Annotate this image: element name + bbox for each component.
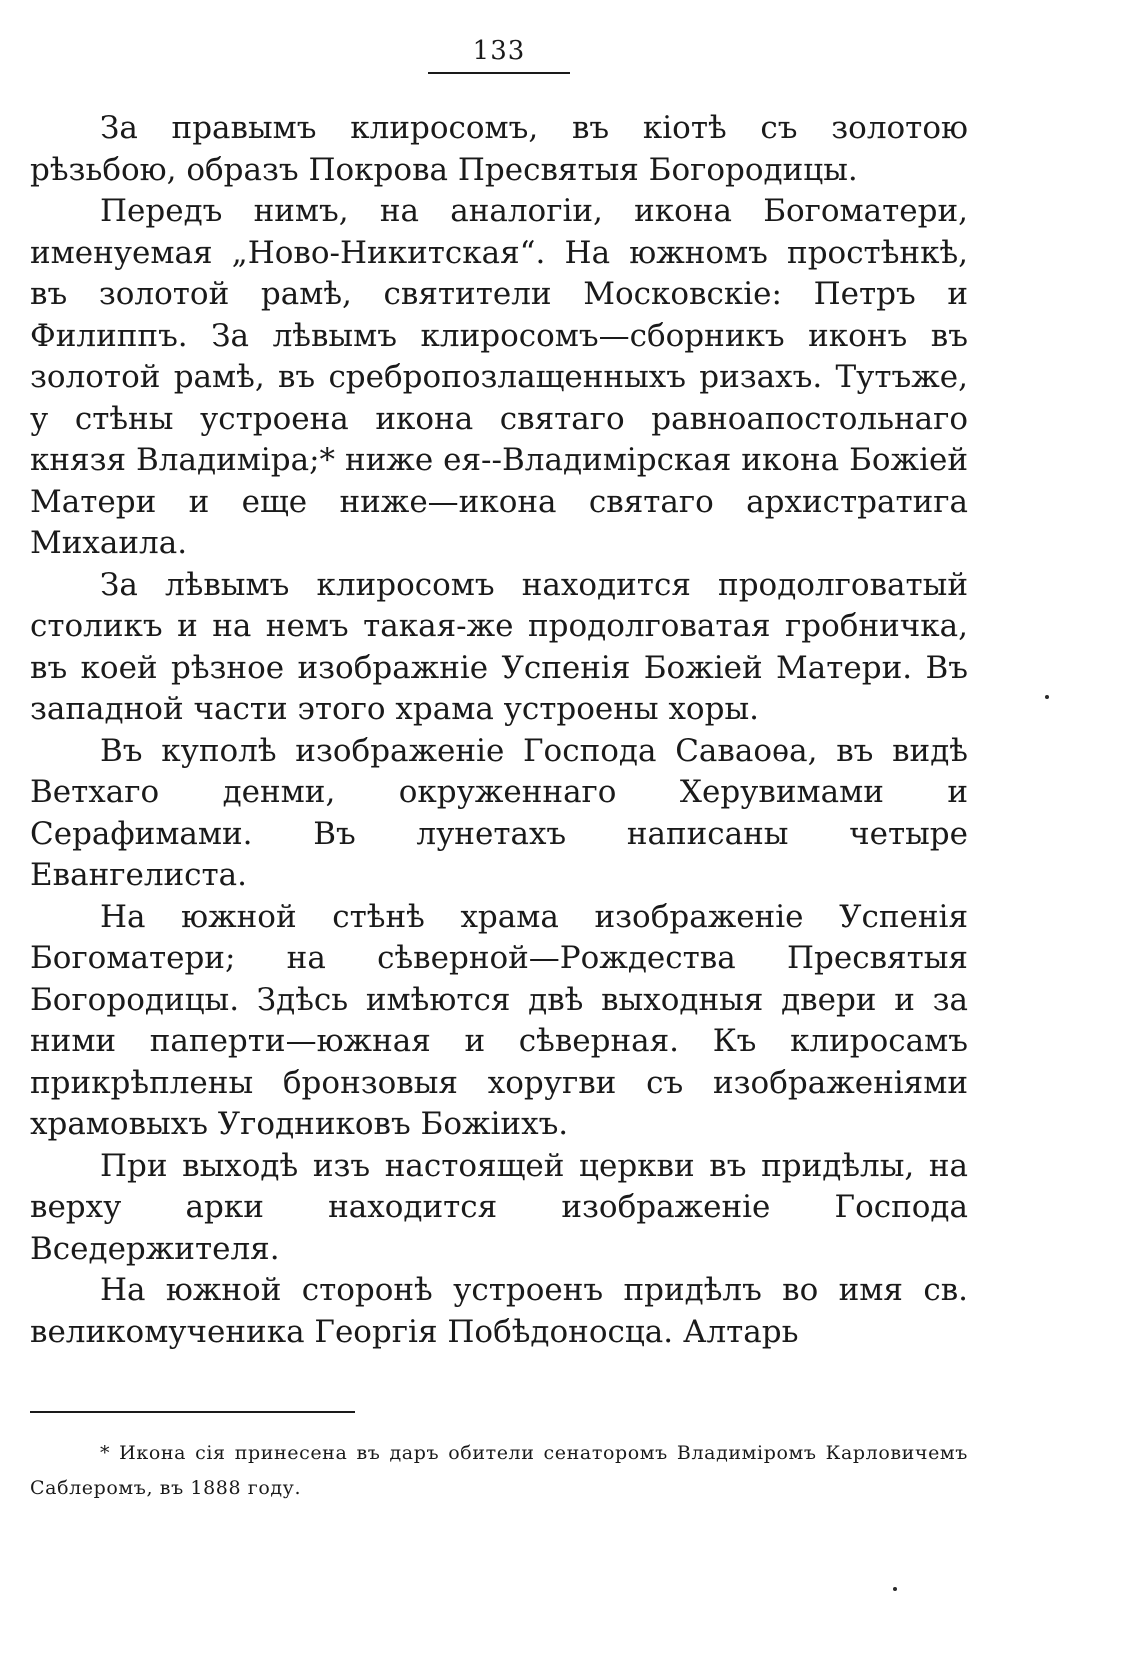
page-number: 133 bbox=[472, 36, 526, 66]
body-text bbox=[30, 108, 968, 1353]
paragraph: Въ куполѣ изображеніе Господа Саваоѳа, въ видѣ Ветхаго денми, окруженнаго Херувимами и Серафимами. Въ лунетахъ написаны четыре Евангелиста. bbox=[30, 732, 968, 893]
paragraph: На южной стѣнѣ храма изображеніе Успенія Богоматери; на сѣверной—Рождества Пресвятыя Богородицы. Здѣсь имѣются двѣ выходныя двери и за ними паперти—южная и сѣверная. Къ клиросамъ прикрѣплены бронзовыя хоругви съ изображеніями храмовыхъ Угодниковъ Божіихъ. bbox=[30, 898, 968, 1142]
paragraph: За правымъ клиросомъ, въ кіотѣ съ золотою рѣзьбою, образъ Покрова Пресвятыя Богородицы. bbox=[30, 110, 968, 188]
print-speck bbox=[893, 1587, 897, 1591]
paragraph: Передъ нимъ, на аналогіи, икона Богоматери, именуемая „Ново-Никитская“. На южномъ простѣнкѣ, въ золотой рамѣ, святители Московскіе: Петръ и Филиппъ. За лѣвымъ клиросомъ—сборникъ иконъ въ золотой рамѣ, въ сребропозлащенныхъ ризахъ. Тутъже, у стѣны устроена икона святаго равноапостольнаго князя Владиміра;* ниже ея--Владимірская икона Божіей Матери и еще ниже—икона святаго архистратига Михаила. bbox=[30, 193, 968, 561]
print-speck bbox=[1045, 695, 1049, 699]
paragraph: За лѣвымъ клиросомъ находится продолговатый столикъ и на немъ такая-же продолговатая гробничка, въ коей рѣзное изображніе Успенія Божіей Матери. Въ западной части этого храма устроены хоры. bbox=[30, 566, 968, 727]
footnote-divider bbox=[30, 1411, 355, 1413]
page-number-rule bbox=[428, 72, 570, 74]
footnote: * Икона сія принесена въ даръ обители сенаторомъ Владиміромъ Карловичемъ Саблеромъ, въ 1888 году. bbox=[30, 1442, 968, 1499]
paragraph: На южной сторонѣ устроенъ придѣлъ во имя св. великомученика Георгія Побѣдоносца. Алтарь bbox=[30, 1272, 968, 1350]
paragraph: При выходѣ изъ настоящей церкви въ придѣлы, на верху арки находится изображеніе Господа Вседержителя. bbox=[30, 1147, 968, 1267]
